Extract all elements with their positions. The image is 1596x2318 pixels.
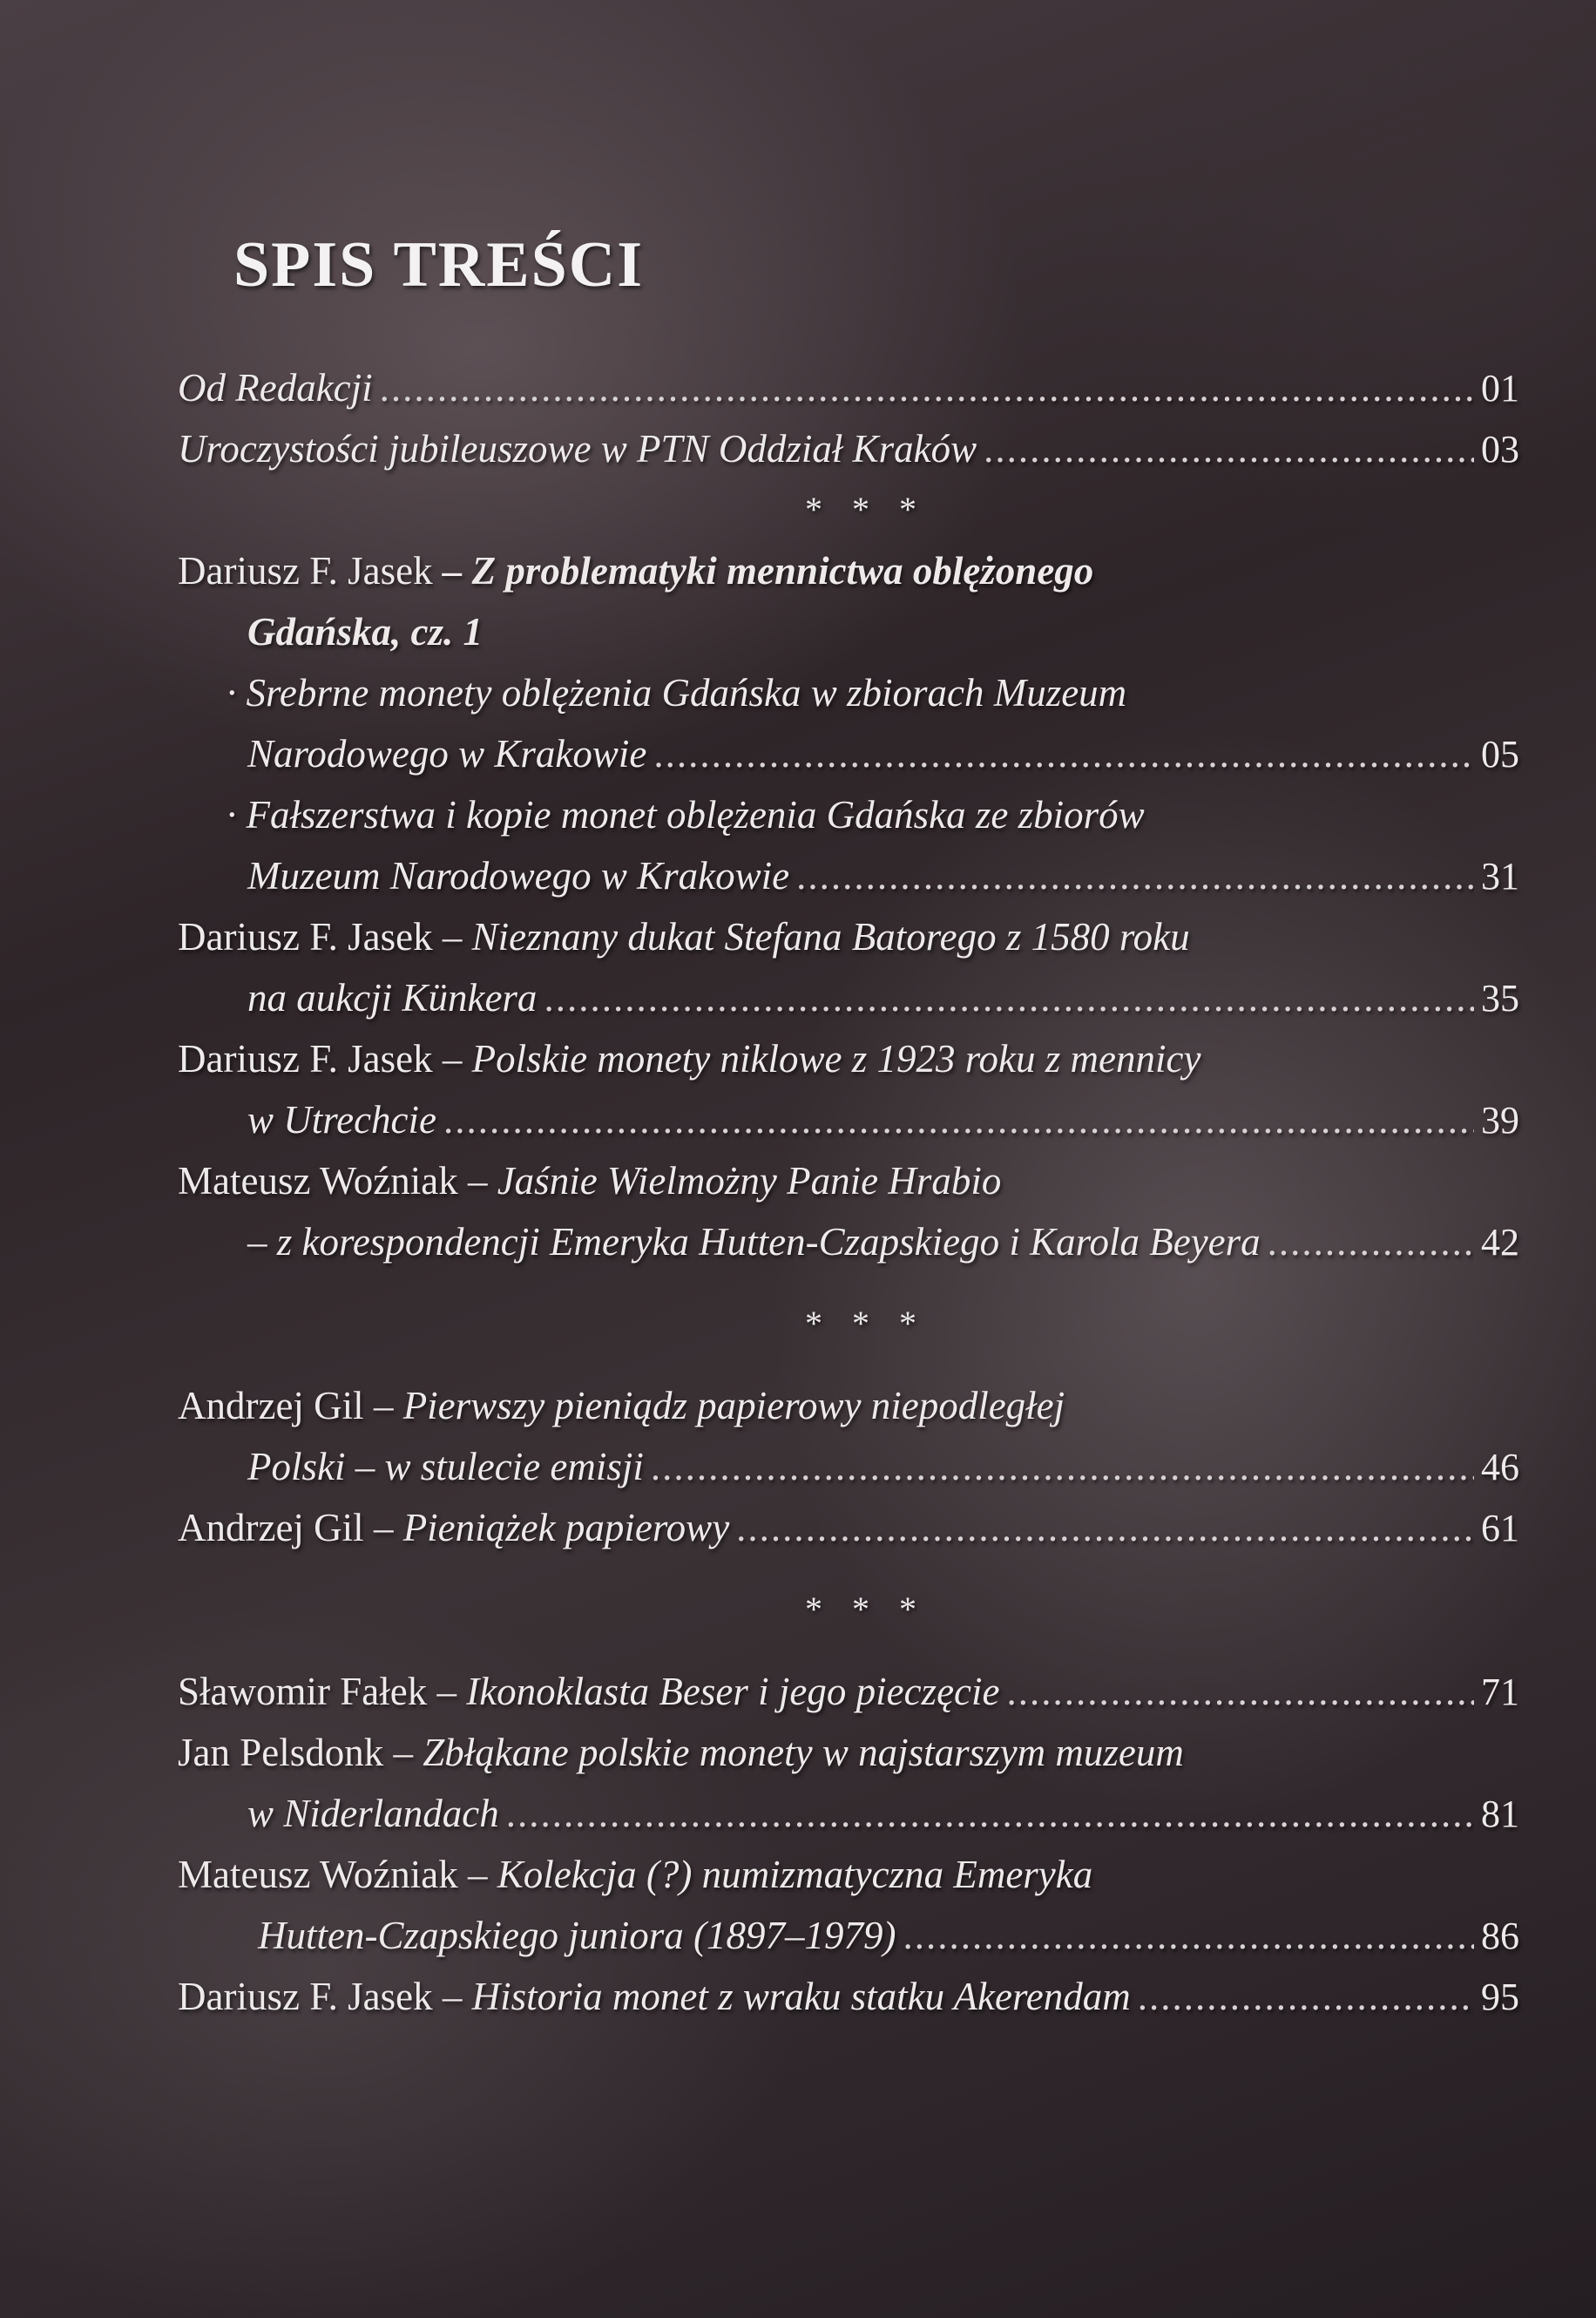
entry-title-cont: Polski – w stulecie emisji — [247, 1445, 644, 1488]
entry-title-cont: Gdańska, cz. 1 — [247, 610, 484, 654]
dot-leader — [1138, 1966, 1474, 2027]
entry-author: Sławomir Fałek — [178, 1670, 428, 1713]
bullet: · — [227, 793, 247, 837]
dot-leader — [1007, 1661, 1475, 1722]
toc-entry-dukat — [178, 906, 1519, 967]
toc-entry-pieniadz — [178, 1375, 1519, 1436]
toc-subentry-srebrne — [178, 662, 1519, 723]
bullet: · — [227, 671, 247, 715]
entry-title: Polskie monety niklowe z 1923 roku z mennicy — [471, 1037, 1201, 1081]
toc-entry-gdansk-heading-cont — [178, 601, 1519, 662]
toc-entry-akerendam — [178, 1966, 1519, 2027]
page-number: 05 — [1481, 733, 1519, 776]
entry-author: Dariusz F. Jasek — [178, 915, 433, 959]
entry-title: Nieznany dukat Stefana Batorego z 1580 roku — [471, 915, 1190, 959]
entry-dash: – — [457, 1159, 497, 1203]
entry-author: Dariusz F. Jasek — [178, 1037, 433, 1081]
page-title: SPIS TREŚCI — [233, 229, 645, 301]
entry-author: Jan Pelsdonk — [178, 1731, 384, 1774]
entry-title: Fałszerstwa i kopie monet oblężenia Gdańska ze zbiorów — [246, 793, 1145, 837]
toc-entry-gdansk-heading — [178, 540, 1519, 601]
toc-subentry-srebrne-cont — [178, 723, 1519, 784]
entry-author: Mateusz Woźniak — [178, 1159, 458, 1203]
entry-title: Pierwszy pieniądz papierowy niepodległej — [402, 1384, 1065, 1427]
dot-leader — [651, 1436, 1474, 1497]
entry-author: Mateusz Woźniak — [178, 1853, 458, 1896]
toc-entry-niklowe-cont — [178, 1089, 1519, 1150]
entry-title: Srebrne monety oblężenia Gdańska w zbiorach Muzeum — [246, 671, 1127, 715]
toc-subentry-falszerstwa-cont — [178, 845, 1519, 906]
page-number: 42 — [1481, 1221, 1519, 1264]
page-number: 03 — [1481, 428, 1519, 471]
entry-title: Od Redakcji — [178, 366, 373, 410]
toc-entry-ikonoklasta — [178, 1661, 1519, 1722]
entry-title-cont: w Utrechcie — [247, 1098, 437, 1142]
entry-author: Andrzej Gil — [178, 1506, 364, 1549]
toc-entry-zblakane — [178, 1722, 1519, 1783]
entry-title: Uroczystości jubileuszowe w PTN Oddział Kraków — [178, 427, 977, 471]
page-number: 61 — [1481, 1507, 1519, 1549]
dot-leader — [984, 418, 1474, 479]
dot-leader — [796, 845, 1474, 906]
entry-title: Historia monet z wraku statku Akerendam — [471, 1975, 1131, 2018]
entry-author: Dariusz F. Jasek — [178, 549, 433, 593]
dot-leader — [1268, 1211, 1474, 1272]
entry-dash: – — [457, 1853, 497, 1896]
entry-dash: – — [432, 549, 472, 593]
page-number: 86 — [1481, 1915, 1519, 1957]
section-separator: * * * — [805, 1304, 927, 1343]
toc-entry-kolekcja — [178, 1844, 1519, 1905]
table-of-contents — [178, 357, 1519, 2027]
toc-entry-od-redakcji — [178, 357, 1519, 418]
entry-title: Kolekcja (?) numizmatyczna Emeryka — [497, 1853, 1093, 1896]
entry-dash: – — [432, 1037, 472, 1081]
entry-title-cont: – z korespondencji Emeryka Hutten-Czapskiego i Karola Beyera — [247, 1220, 1261, 1264]
entry-title-cont: Muzeum Narodowego w Krakowie — [247, 854, 790, 898]
toc-entry-pieniazek — [178, 1497, 1519, 1558]
entry-title: Jaśnie Wielmożny Panie Hrabio — [497, 1159, 1002, 1203]
page-number: 31 — [1481, 855, 1519, 898]
dot-leader — [653, 723, 1474, 784]
page-number: 71 — [1481, 1671, 1519, 1713]
section-separator: * * * — [805, 1589, 927, 1629]
entry-dash: – — [432, 915, 472, 959]
entry-title-cont: Narodowego w Krakowie — [247, 732, 647, 776]
section-separator: * * * — [805, 490, 927, 529]
dot-leader — [380, 357, 1474, 418]
entry-dash: – — [427, 1670, 467, 1713]
toc-entry-hrabio — [178, 1150, 1519, 1211]
entry-author: Andrzej Gil — [178, 1384, 364, 1427]
toc-entry-uroczystosci — [178, 418, 1519, 479]
toc-subentry-falszerstwa — [178, 784, 1519, 845]
dot-leader — [544, 967, 1474, 1028]
dot-leader — [506, 1783, 1474, 1844]
entry-title: Pieniążek papierowy — [402, 1506, 730, 1549]
entry-dash: – — [383, 1731, 423, 1774]
toc-entry-kolekcja-cont — [178, 1905, 1519, 1966]
entry-title-cont: w Niderlandach — [247, 1792, 499, 1835]
toc-entry-niklowe — [178, 1028, 1519, 1089]
page-number: 46 — [1481, 1446, 1519, 1488]
toc-entry-hrabio-cont — [178, 1211, 1519, 1272]
entry-title: Ikonoklasta Beser i jego pieczęcie — [466, 1670, 1000, 1713]
dot-leader — [903, 1905, 1474, 1966]
entry-dash: – — [432, 1975, 472, 2018]
entry-title: Zbłąkane polskie monety w najstarszym muzeum — [423, 1731, 1184, 1774]
page-number: 81 — [1481, 1793, 1519, 1835]
page-number: 35 — [1481, 977, 1519, 1020]
entry-dash: – — [363, 1384, 403, 1427]
toc-entry-zblakane-cont — [178, 1783, 1519, 1844]
page-number: 95 — [1481, 1976, 1519, 2018]
entry-author: Dariusz F. Jasek — [178, 1975, 433, 2018]
page-number: 39 — [1481, 1099, 1519, 1142]
entry-title-cont: Hutten-Czapskiego juniora (1897–1979) — [258, 1914, 896, 1957]
page-number: 01 — [1481, 367, 1519, 410]
dot-leader — [736, 1497, 1474, 1558]
dot-leader — [443, 1089, 1474, 1150]
toc-entry-pieniadz-cont — [178, 1436, 1519, 1497]
entry-title-cont: na aukcji Künkera — [247, 976, 538, 1020]
entry-title: Z problematyki mennictwa oblężonego — [471, 549, 1094, 593]
entry-dash: – — [363, 1506, 403, 1549]
toc-entry-dukat-cont — [178, 967, 1519, 1028]
